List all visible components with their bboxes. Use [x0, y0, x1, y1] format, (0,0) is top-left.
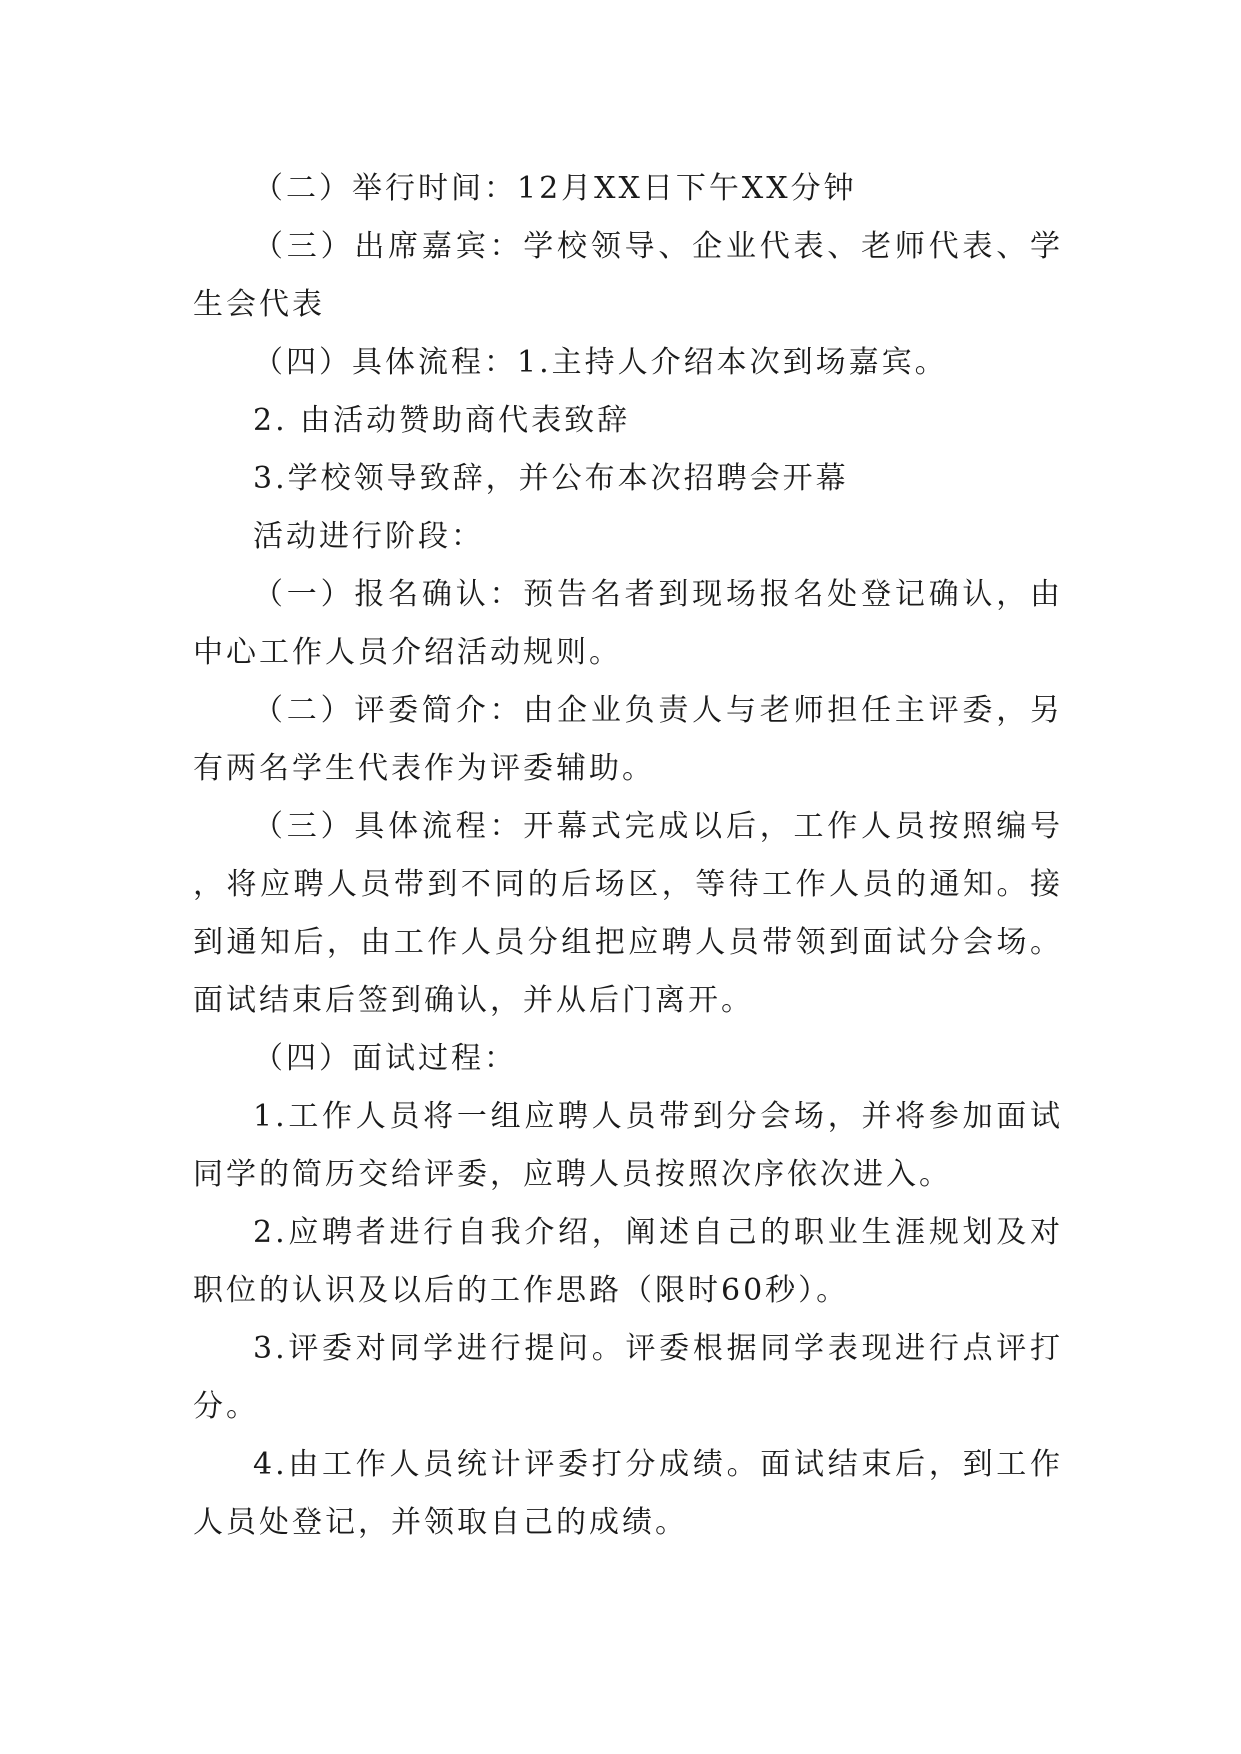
paragraph-sponsor-speech: 2. 由活动赞助商代表致辞: [253, 403, 631, 438]
paragraph-leader-speech: 3.学校领导致辞，并公布本次招聘会开幕: [253, 461, 849, 496]
paragraph-ceremony-procedure: （四）具体流程：1.主持人介绍本次到场嘉宾。: [253, 345, 948, 380]
paragraph-interview-heading: （四）面试过程：: [253, 1041, 517, 1076]
paragraph-guests: （三）出席嘉宾：学校领导、企业代表、老师代表、学生会代表: [193, 229, 1063, 322]
paragraph-activity-stage-heading: 活动进行阶段：: [253, 519, 484, 554]
paragraph-activity-procedure: （三）具体流程：开幕式完成以后，工作人员按照编号，将应聘人员带到不同的后场区，等待工作人员的通知。接到通知后，由工作人员分组把应聘人员带领到面试分会场。面试结束后签到确认，并从后门离开。: [193, 809, 1063, 1018]
paragraph-registration: （一）报名确认：预告名者到现场报名处登记确认，由中心工作人员介绍活动规则。: [193, 577, 1063, 670]
paragraph-interview-step-3: 3.评委对同学进行提问。评委根据同学表现进行点评打分。: [193, 1331, 1063, 1424]
paragraph-interview-step-4: 4.由工作人员统计评委打分成绩。面试结束后，到工作人员处登记，并领取自己的成绩。: [193, 1447, 1063, 1540]
paragraph-interview-step-2: 2.应聘者进行自我介绍，阐述自己的职业生涯规划及对职位的认识及以后的工作思路（限时60秒）。: [193, 1215, 1063, 1308]
paragraph-ceremony-time: （二）举行时间：12月XX日下午XX分钟: [253, 171, 857, 206]
paragraph-judges: （二）评委简介：由企业负责人与老师担任主评委，另有两名学生代表作为评委辅助。: [193, 693, 1063, 786]
paragraph-interview-step-1: 1.工作人员将一组应聘人员带到分会场，并将参加面试同学的简历交给评委，应聘人员按照次序依次进入。: [193, 1099, 1063, 1192]
document-body: [193, 160, 1063, 1552]
